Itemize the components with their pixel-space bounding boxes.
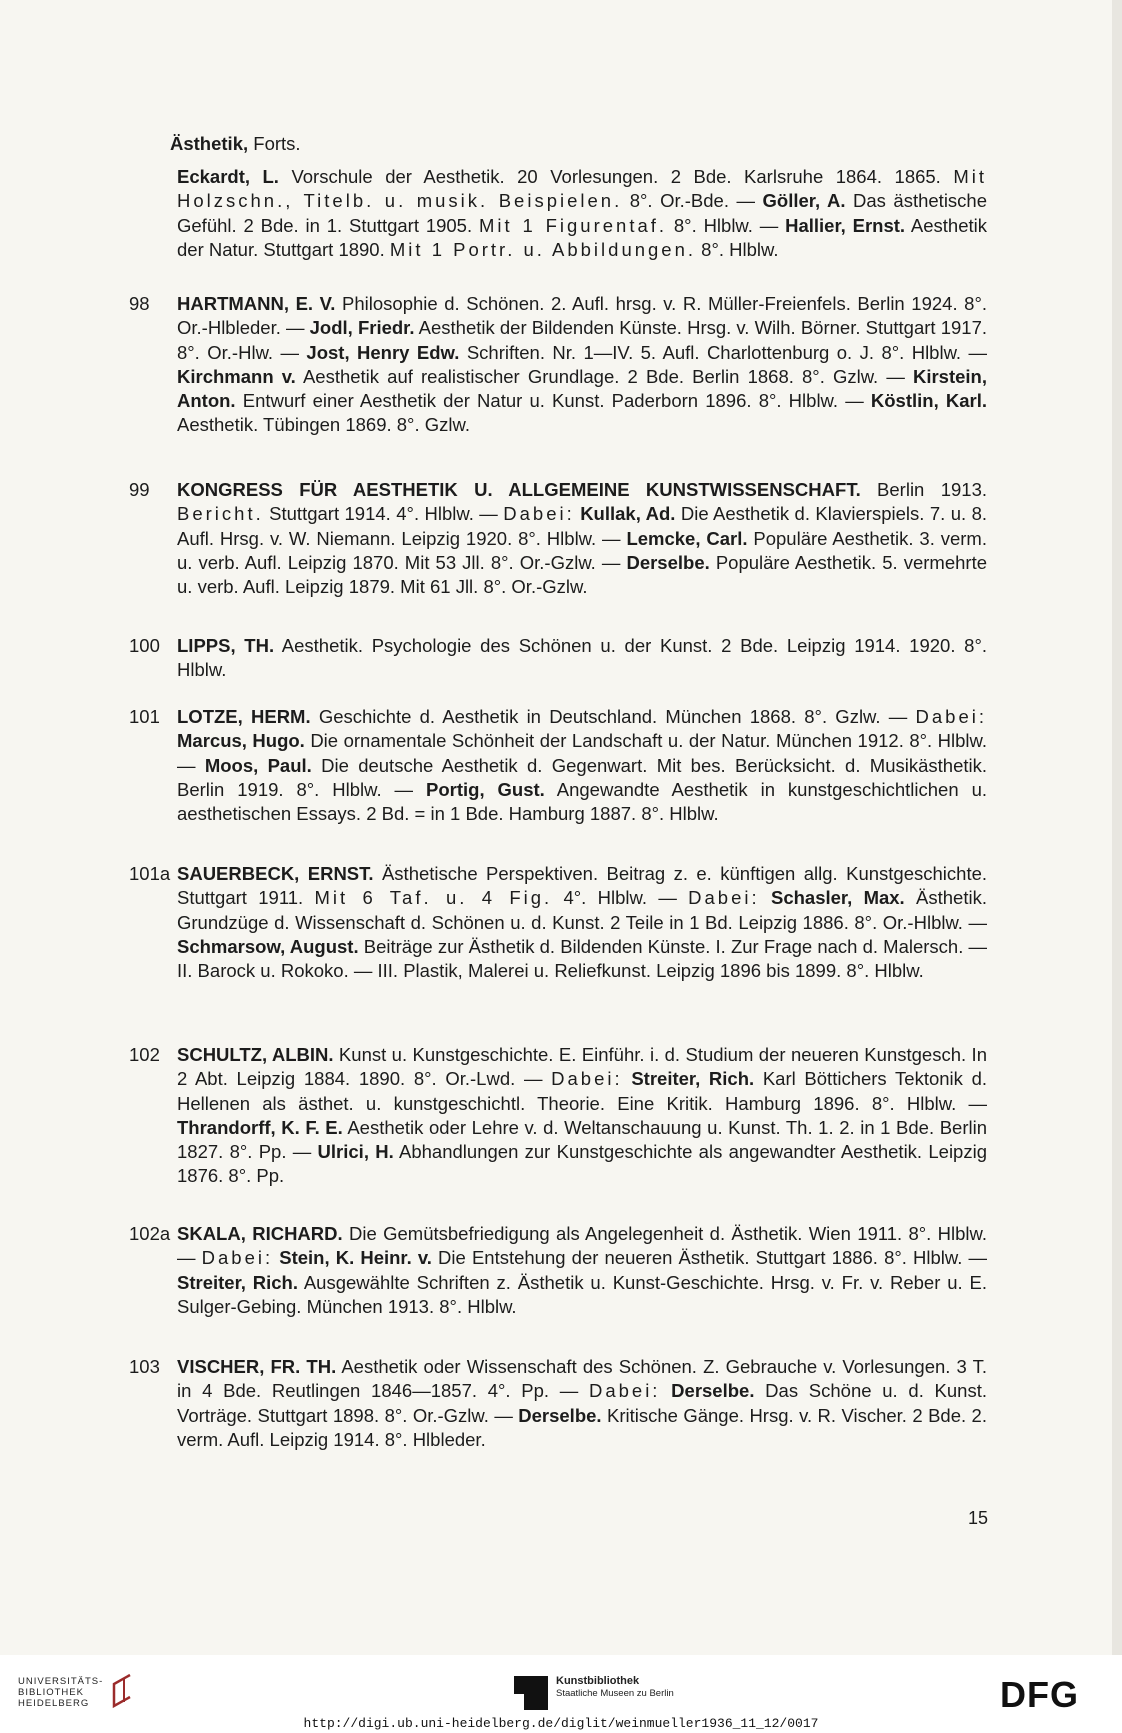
entry-segment: Entwurf einer Aesthetik der Natur u. Kunst. Paderborn 1896. 8°. Hlblw. — [235, 390, 871, 412]
entry-segment: Die Entstehung der neueren Ästhetik. Stuttgart 1886. 8°. Hlblw. — [431, 1247, 987, 1269]
lot-number: 102a [129, 1223, 171, 1244]
entry-segment: Populäre Aesthetik. 5. vermehrte u. verb. Aufl. Leipzig 1879. Mit 61 Jll. 8°. Or.-Gzlw. [177, 551, 987, 598]
entry-segment: Angewandte Aesthetik in kunstgeschichtlichen u. aesthetischen Essays. 2 Bd. = in 1 Bde. Hamburg 1887. 8°. Hlblw. [177, 778, 988, 825]
kunstbibliothek-logo-icon [514, 1676, 548, 1710]
entry-segment: Aesthetik. Psychologie des Schönen u. der Kunst. 2 Bde. Leipzig 1914. 1920. 8°. Hlblw. [177, 635, 987, 681]
entry-segment: 8°. Hlblw. — [667, 214, 786, 236]
entry-author: Marcus, Hugo. [177, 730, 305, 752]
lot-number: 101 [129, 706, 160, 727]
entry-text [177, 634, 987, 683]
lot-number: 101a [129, 863, 171, 884]
entry-text [177, 1355, 987, 1452]
entry-author: Kirstein, Anton. [177, 365, 987, 412]
entry-segment: 8°. Hlblw. [696, 238, 779, 260]
entry-segment: Philosophie d. Schönen. 2. Aufl. hrsg. v. R. Müller-Freienfels. Berlin 1924. 8°. Or.-Hlbleder. — [177, 293, 987, 339]
entry-text [177, 1222, 987, 1319]
entry-text [177, 862, 987, 983]
lot-number: 98 [129, 293, 150, 314]
section-heading-bold: Ästhetik, [170, 133, 249, 154]
entry-segment: Abhandlungen zur Kunstgeschichte als angewandter Aesthetik. Leipzig 1876. 8°. Pp. [177, 1141, 987, 1187]
entry-author: Jost, Henry Edw. [306, 341, 460, 363]
entry-segment: Aesthetik der Bildenden Künste. Hrsg. v. Wilh. Börner. Stuttgart 1917. 8°. Or.-Hlw. — [177, 317, 987, 363]
entry-author: LOTZE, HERM. [177, 706, 311, 727]
entry-segment: Die Gemütsbefriedigung als Angelegenheit d. Ästhetik. Wien 1911. 8°. Hlblw. — [177, 1223, 987, 1269]
entry-author: Moos, Paul. [204, 754, 312, 776]
lot-number: 99 [129, 479, 150, 500]
entry-author: Köstlin, Karl. [870, 390, 987, 412]
entry-author: SAUERBECK, ERNST. [177, 863, 374, 884]
entry-author: Portig, Gust. [426, 778, 545, 800]
entry-spaced-text: Dabei: [201, 1247, 274, 1269]
entry-author: Hallier, Ernst. [785, 214, 906, 236]
entry-spaced-text: Dabei: [588, 1380, 661, 1402]
entry-author: Schasler, Max. [770, 887, 905, 909]
entry-segment: Das Schöne u. d. Kunst. Vorträge. Stuttgart 1898. 8°. Or.-Gzlw. — [177, 1380, 987, 1426]
entry-author: Lemcke, Carl. [626, 527, 748, 549]
entry-segment: Kritische Gänge. Hrsg. v. R. Vischer. 2 Bde. 2. verm. Aufl. Leipzig 1914. 8°. Hlbleder. [177, 1404, 987, 1450]
entry-segment: Karl Böttichers Tektonik d. Hellenen als ästhet. u. kunstgeschichtl. Theorie. Eine Kritik. Hamburg 1896. 8°. Hlblw. — [177, 1068, 988, 1114]
entry-segment: Kunst u. Kunstgeschichte. E. Einführ. i. d. Studium der neueren Kunstgesch. In 2 Abt. Leipzig 1884. 1890. 8°. Or.-Lwd. — [177, 1044, 987, 1090]
entry-author: SKALA, RICHARD. [177, 1223, 343, 1244]
entry-author: Stein, K. Heinr. v. [279, 1247, 432, 1269]
library-line: BIBLIOTHEK [18, 1687, 84, 1698]
entry-spaced-text: Mit 1 Portr. u. Abbildungen. [389, 238, 697, 260]
entry-author: Derselbe. [518, 1404, 602, 1426]
entry-author: HARTMANN, E. V. [177, 293, 336, 314]
entry-author: LIPPS, TH. [177, 635, 275, 656]
entry-author: KONGRESS FÜR AESTHETIK U. ALLGEMEINE KUNSTWISSENSCHAFT. [177, 479, 861, 500]
page-edge [1112, 0, 1122, 1655]
entry-segment: Stuttgart 1914. 4°. Hlblw. — [263, 503, 504, 525]
entry-spaced-text: Dabei: [503, 503, 575, 525]
entry-spaced-text: Mit 6 Taf. u. 4 Fig. [314, 887, 553, 909]
university-library-logo-text [18, 1676, 103, 1709]
entry-segment: Die Aesthetik d. Klavierspiels. 7. u. 8. Aufl. Hrsg. v. W. Niemann. Leipzig 1920. 8°. Hlblw. — [177, 503, 988, 549]
entry-text [177, 292, 987, 438]
kb-name: Kunstbibliothek [556, 1675, 640, 1687]
entry-spaced-text: Bericht. [177, 503, 264, 525]
library-line: UNIVERSITÄTS- [18, 1676, 104, 1687]
page-number: 15 [968, 1508, 989, 1528]
entry-spaced-text: Dabei: [688, 887, 760, 909]
entry-segment: Aesthetik auf realistischer Grundlage. 2 Bde. Berlin 1868. 8°. Gzlw. — [295, 365, 913, 387]
entry-segment: 4°. Hlblw. — [552, 887, 689, 909]
kb-subtitle: Staatliche Museen zu Berlin [556, 1688, 674, 1699]
entry-author: SCHULTZ, ALBIN. [177, 1044, 334, 1065]
entry-author: Streiter, Rich. [631, 1068, 755, 1090]
entry-spaced-text: Mit Holzschn., Titelb. u. musik. Beispielen. [177, 166, 987, 212]
library-mark-icon [104, 1672, 138, 1710]
entry-segment: Vorschule der Aesthetik. 20 Vorlesungen. 2 Bde. Karlsruhe 1864. 1865. [278, 166, 954, 187]
entry-segment: Die deutsche Aesthetik d. Gegenwart. Mit bes. Berücksicht. d. Musikästhetik. Berlin 1919. 8°. Hlblw. — [177, 754, 987, 800]
entry-segment: Aesthetik. Tübingen 1869. 8°. Gzlw. [177, 414, 470, 436]
lot-number: 100 [129, 635, 160, 656]
entry-author: Jodl, Friedr. [309, 317, 415, 339]
entry-segment: 8°. Or.-Bde. — [622, 190, 763, 212]
entry-segment: Das ästhetische Gefühl. 2 Bde. in 1. Stuttgart 1905. [177, 190, 988, 236]
library-line: HEIDELBERG [18, 1698, 90, 1709]
entry-author: Schmarsow, August. [177, 935, 359, 957]
entry-author: Derselbe. [671, 1380, 755, 1402]
entry-author: Ulrici, H. [317, 1141, 394, 1163]
entry-segment: Schriften. Nr. 1—IV. 5. Aufl. Charlottenburg o. J. 8°. Hlblw. — [459, 341, 987, 363]
entry-segment: Ästhetische Perspektiven. Beitrag z. e. künftigen allg. Kunstgeschichte. Stuttgart 1911. [177, 863, 988, 909]
section-heading-rest: Forts. [248, 133, 301, 154]
entry-segment: Berlin 1913. [860, 479, 987, 500]
entry-segment: Beiträge zur Ästhetik d. Bildenden Künste. I. Zur Frage nach d. Malersch. — II. Barock u. Rokoko. — III. Plastik, Malerei u. Reliefkunst. Leipzig 1896 bis 1899. 8°. Hlblw. [177, 935, 988, 982]
entry-segment: Die ornamentale Schönheit der Landschaft u. der Natur. München 1912. 8°. Hlblw. — [177, 730, 987, 776]
entry-author: Göller, A. [762, 190, 846, 212]
entry-segment: Aesthetik oder Lehre v. d. Weltanschauung u. Kunst. Th. 1. 2. in 1 Bde. Berlin 1827. 8°. Pp. — [177, 1116, 987, 1163]
entry-text [177, 705, 987, 826]
entry-segment [760, 887, 771, 908]
entry-author: Kullak, Ad. [580, 503, 676, 525]
entry-author: Kirchmann v. [177, 365, 296, 387]
kunstbibliothek-text [556, 1675, 674, 1700]
entry-segment: Ausgewählte Schriften z. Ästhetik u. Kunst-Geschichte. Hrsg. v. Fr. v. Reber u. E. Sulger-Gebing. München 1913. 8°. Hlblw. [177, 1271, 988, 1317]
entry-segment: Populäre Aesthetik. 3. verm. u. verb. Aufl. Leipzig 1870. Mit 53 Jll. 8°. Or.-Gzlw. — [177, 527, 987, 573]
entry-text [177, 478, 987, 599]
entry-segment: Aesthetik oder Wissenschaft des Schönen. Z. Gebrauche v. Vorlesungen. 3 T. in 4 Bde. Reutlingen 1846—1857. 4°. Pp. — [177, 1356, 988, 1402]
entry-author: Streiter, Rich. [177, 1271, 298, 1293]
dfg-logo: DFG [1000, 1674, 1079, 1715]
entry-segment: Ästhetik. Grundzüge d. Wissenschaft d. Schönen u. d. Kunst. 2 Teile in 1 Bd. Leipzig 1886. 8°. Or.-Hlblw. — [177, 887, 987, 933]
lot-number: 103 [129, 1356, 160, 1377]
entry-author: Derselbe. [626, 551, 710, 573]
lot-number: 102 [129, 1044, 160, 1065]
entry-text [177, 165, 987, 262]
entry-author: VISCHER, FR. TH. [177, 1356, 337, 1377]
entry-spaced-text: Mit 1 Figurentaf. [478, 214, 668, 236]
entry-author: Thrandorff, K. F. E. [177, 1116, 343, 1138]
entry-segment: Aesthetik der Natur. Stuttgart 1890. [177, 214, 987, 260]
entry-text [177, 1043, 987, 1189]
entry-spaced-text: Dabei: [551, 1068, 623, 1090]
entry-segment [660, 1380, 671, 1401]
section-heading [170, 132, 301, 156]
entry-spaced-text: Dabei: [915, 706, 987, 727]
page-url[interactable]: http://digi.ub.uni-heidelberg.de/diglit/weinmueller1936_11_12/0017 [303, 1716, 819, 1731]
entry-author: Eckardt, L. [177, 166, 279, 187]
entry-segment: Geschichte d. Aesthetik in Deutschland. München 1868. 8°. Gzlw. — [310, 706, 916, 727]
